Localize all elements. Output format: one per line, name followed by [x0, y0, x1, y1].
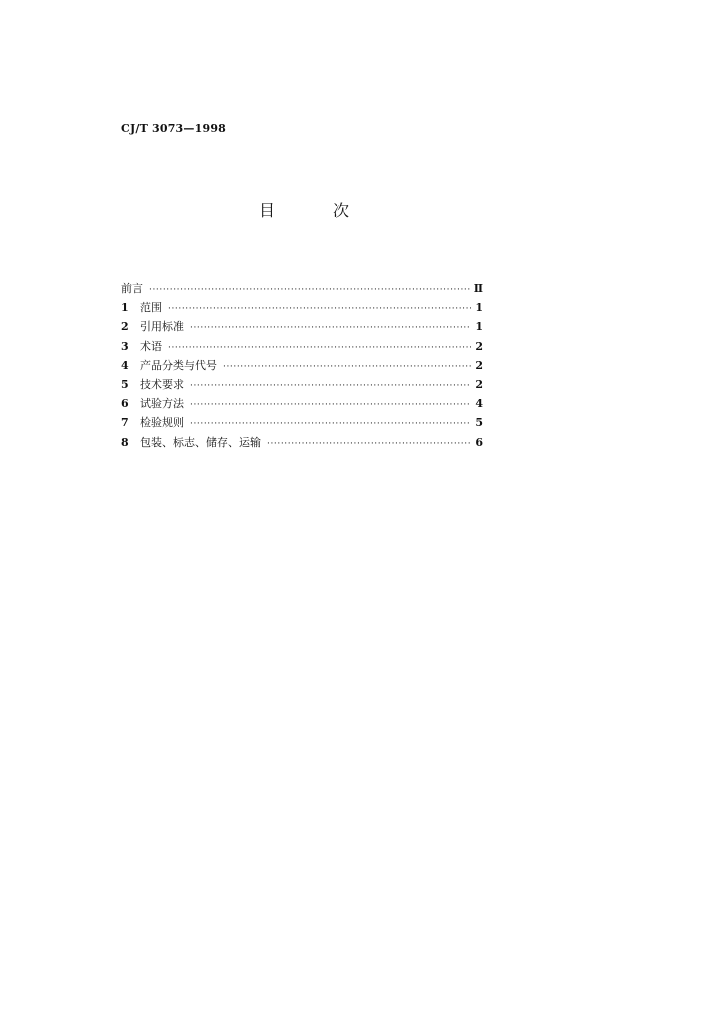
toc-leader-dots [168, 300, 471, 319]
toc-entry-page: 2 [475, 358, 483, 372]
toc-entry-page: Ⅱ [473, 282, 483, 295]
toc-entry-label: 范围 [140, 301, 162, 315]
toc-entry-2[interactable] [121, 317, 483, 336]
toc-leader-dots [190, 319, 471, 338]
toc-title-second-char: 次 [332, 201, 349, 220]
toc-entry-label: 术语 [140, 339, 162, 353]
toc-title-first-char: 目 [259, 201, 276, 220]
toc-leader-dots [190, 396, 471, 415]
toc-entry-number: 7 [121, 416, 129, 430]
toc-entry-8[interactable] [121, 433, 483, 452]
standard-code: CJ/T 3073—1998 [121, 122, 227, 135]
toc-entry-label: 产品分类与代号 [140, 358, 217, 372]
toc-entry-number: 1 [121, 301, 129, 315]
toc-entry-label: 检验规则 [140, 416, 184, 430]
toc-entry-number: 5 [121, 377, 129, 391]
toc-entry-label: 技术要求 [140, 377, 184, 391]
toc-entry-page: 2 [475, 339, 483, 353]
toc-leader-dots [267, 435, 471, 454]
toc-entry-3[interactable] [121, 337, 483, 356]
toc-title [259, 198, 349, 221]
toc-entry-page: 4 [475, 397, 483, 411]
toc-leader-dots [190, 377, 471, 396]
toc-entry-number: 3 [121, 339, 129, 353]
toc-entry-page: 1 [475, 301, 483, 315]
toc-entry-label: 试验方法 [140, 397, 184, 411]
toc-entry-foreword[interactable] [121, 279, 483, 298]
toc-entry-7[interactable] [121, 413, 483, 432]
toc-entry-number: 8 [121, 435, 129, 449]
toc-leader-dots [223, 358, 471, 377]
toc-entry-page: 5 [475, 416, 483, 430]
toc-entry-label: 引用标准 [140, 320, 184, 334]
table-of-contents [121, 279, 483, 452]
toc-entry-4[interactable] [121, 356, 483, 375]
toc-entry-number: 2 [121, 320, 129, 334]
toc-entry-6[interactable] [121, 394, 483, 413]
toc-entry-5[interactable] [121, 375, 483, 394]
toc-entry-1[interactable] [121, 298, 483, 317]
toc-entry-number: 6 [121, 397, 129, 411]
toc-entry-page: 2 [475, 377, 483, 391]
toc-entry-page: 6 [475, 435, 483, 449]
toc-entry-label: 前言 [121, 282, 143, 295]
toc-entry-number: 4 [121, 358, 129, 372]
toc-entry-label: 包装、标志、储存、运输 [140, 435, 261, 449]
toc-entry-page: 1 [475, 320, 483, 334]
toc-leader-dots [149, 281, 470, 300]
